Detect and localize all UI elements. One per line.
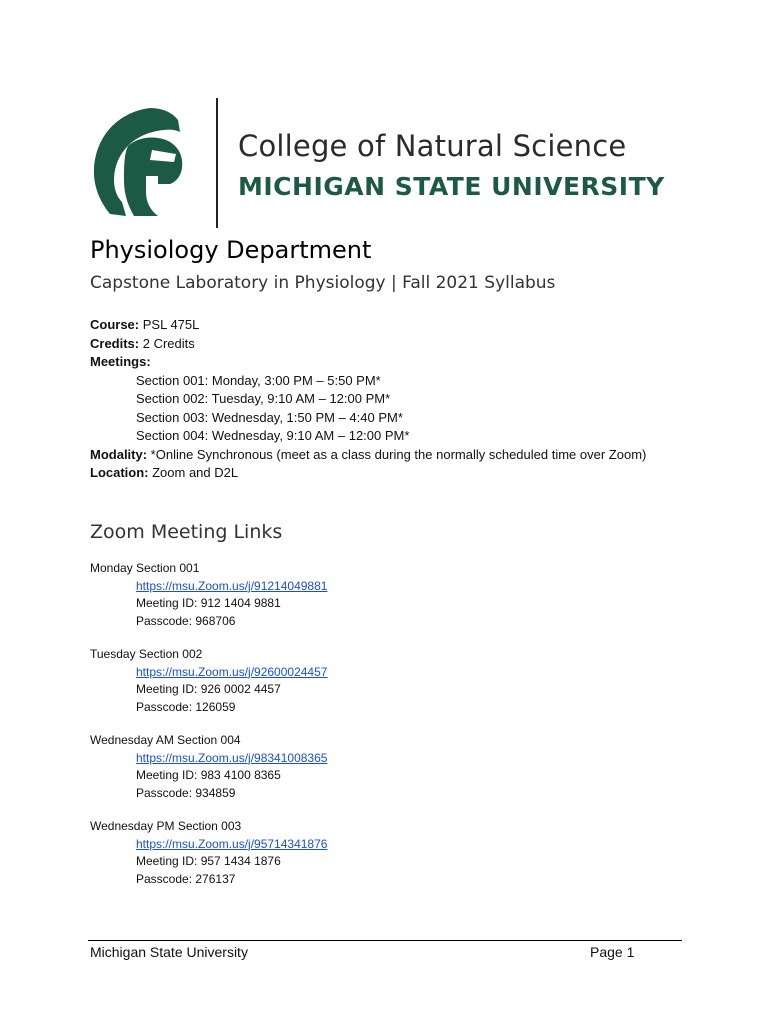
page-number: Page 1 [590, 944, 635, 960]
zoom-link[interactable]: https://msu.Zoom.us/j/98341008365 [136, 750, 328, 765]
meeting-item: Section 004: Wednesday, 9:10 AM – 12:00 PM* [136, 428, 410, 443]
footer-university: Michigan State University [90, 944, 248, 960]
location-label: Location: [90, 465, 149, 480]
passcode: Passcode: 934859 [136, 785, 236, 800]
course-line [90, 316, 650, 335]
section-name: Wednesday PM Section 003 [90, 819, 242, 833]
meeting-item: Section 002: Tuesday, 9:10 AM – 12:00 PM* [136, 391, 391, 406]
meeting-id: Meeting ID: 926 0002 4457 [136, 682, 281, 696]
page-subtitle: Capstone Laboratory in Physiology | Fall 2021 Syllabus [90, 273, 556, 293]
footer-divider [88, 940, 682, 941]
location-value: Zoom and D2L [148, 465, 239, 480]
credits-value: 2 Credits [139, 335, 195, 351]
location-line [90, 464, 650, 483]
zoom-section [90, 732, 650, 802]
zoom-section [90, 560, 650, 630]
zoom-sections [90, 560, 650, 904]
meeting-item: Section 001: Monday, 3:00 PM – 5:50 PM* [136, 372, 381, 388]
meeting-id: Meeting ID: 957 1434 1876 [136, 854, 281, 868]
course-value: PSL 475L [139, 317, 200, 332]
modality-label: Modality: [90, 446, 148, 462]
zoom-heading: Zoom Meeting Links [90, 521, 283, 543]
university-name: MICHIGAN STATE UNIVERSITY [238, 172, 665, 201]
logo-divider [216, 98, 218, 228]
modality-line [90, 446, 650, 465]
passcode: Passcode: 276137 [136, 871, 236, 886]
meeting-id: Meeting ID: 983 4100 8365 [136, 768, 281, 782]
passcode: Passcode: 968706 [136, 613, 236, 628]
section-name: Tuesday Section 002 [90, 647, 203, 661]
zoom-section [90, 646, 650, 716]
modality-value: *Online Synchronous (meet as a class during the normally scheduled time over Zoom) [147, 446, 647, 462]
credits-line [90, 335, 650, 354]
meetings-line [90, 353, 650, 372]
college-logo [88, 96, 688, 231]
meetings-label: Meetings: [90, 354, 151, 369]
zoom-link[interactable]: https://msu.Zoom.us/j/95714341876 [136, 836, 328, 851]
page-title: Physiology Department [90, 236, 372, 264]
passcode: Passcode: 126059 [136, 699, 236, 714]
college-name: College of Natural Science [238, 129, 627, 163]
zoom-section [90, 818, 650, 888]
zoom-link[interactable]: https://msu.Zoom.us/j/91214049881 [136, 578, 328, 593]
credits-label: Credits: [90, 335, 140, 351]
spartan-helmet-icon [88, 106, 188, 218]
meeting-item: Section 003: Wednesday, 1:50 PM – 4:40 PM* [136, 409, 403, 425]
zoom-link[interactable]: https://msu.Zoom.us/j/92600024457 [136, 664, 328, 679]
section-name: Monday Section 001 [90, 561, 200, 575]
section-name: Wednesday AM Section 004 [90, 733, 241, 747]
meeting-id: Meeting ID: 912 1404 9881 [136, 596, 281, 610]
course-info [90, 316, 650, 483]
course-label: Course: [90, 317, 140, 332]
